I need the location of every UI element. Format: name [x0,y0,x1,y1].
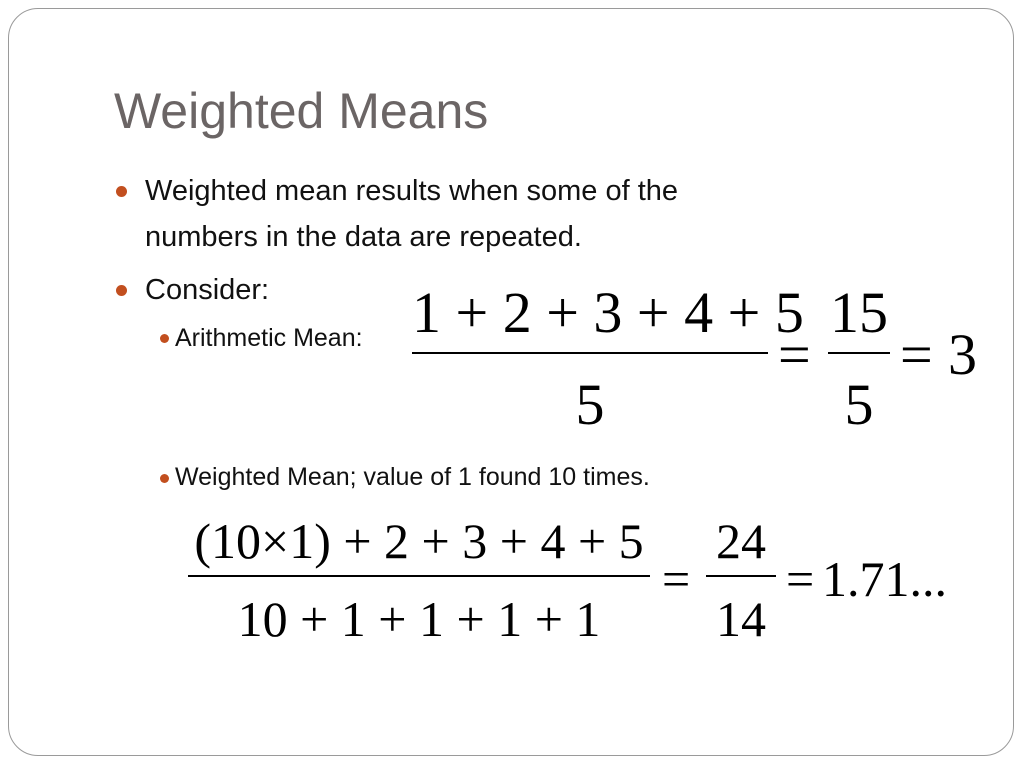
fraction-bar [828,352,890,354]
bullet-text-line: Weighted mean results when some of the [145,175,679,207]
equals-sign: = [900,322,933,387]
equation-result: 1.71... [822,551,947,607]
sub-bullet-weighted-mean: Weighted Mean; value of 1 found 10 times. [175,463,650,491]
equals-sign: = [662,551,691,607]
sub-bullet-arithmetic-mean: Arithmetic Mean: [175,324,363,352]
sub-bullet-marker [160,474,169,483]
equation-denominator: 5 [575,372,605,437]
fraction-bar [412,352,768,354]
bullet-weighted-mean-definition [145,168,678,260]
bullet-consider: Consider: [145,274,270,306]
bullet-marker [116,186,127,197]
equals-sign: = [778,322,811,387]
equation-numerator: 24 [716,513,766,569]
equation-result: 3 [948,322,977,387]
bullet-text-line: numbers in the data are repeated. [145,221,582,253]
equation-denominator: 14 [716,591,766,647]
equation-numerator: 15 [830,280,888,345]
bullet-marker [116,285,127,296]
sub-bullet-marker [160,334,169,343]
equation-numerator: 1 + 2 + 3 + 4 + 5 [412,280,804,345]
fraction-bar [188,575,650,577]
equation-denominator: 5 [844,372,874,437]
fraction-bar [706,575,776,577]
equation-numerator: (10×1) + 2 + 3 + 4 + 5 [194,513,644,569]
slide-title: Weighted Means [114,83,489,139]
equation-denominator: 10 + 1 + 1 + 1 + 1 [237,591,601,647]
equals-sign: = [786,551,815,607]
